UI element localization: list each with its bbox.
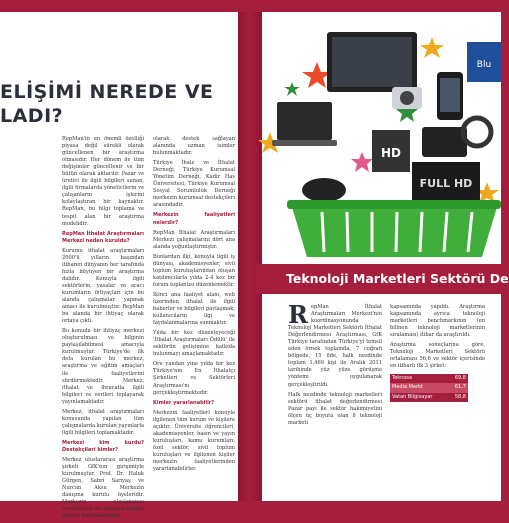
paragraph-text: olarak destek sağlayan alanında uzman isimler bulunmaktadır. [153, 136, 235, 157]
left-page [0, 12, 238, 520]
headline-line-2: LADI? [0, 105, 64, 127]
company-name: Vatan Bilgisayar [390, 393, 448, 402]
ranking-table [390, 374, 468, 401]
paragraph-text: İkinci ana faaliyet alanı, web üzerinden ithalat ile ilgili haberler ve bilgileri paylaşmak, kullanıcıların ilgi ve faydalanmalarına sunmaktır. [153, 291, 235, 327]
paragraph-text: Bu konuda bir ihtiyaç merkezi oluşturulması ve bilginin paylaşılabilmesi amacıyla kurulmuştur. Türkiye'de ilk defa kurulan bu merkez, araştırma ve eğitim amaçları ile faaliyetlerini sürdürmektedir. Merkez, ithalat ve ihracatla ilgili bilgileri ve verileri toplayarak yayınlamaktadır. [62, 328, 144, 405]
paragraph [153, 160, 235, 209]
score-value: 58,8 [448, 393, 468, 402]
paragraph [62, 136, 144, 228]
paragraph-text: Merkez, ithalat araştırmaları konusunda yapılan tüm çalışmalarda kurulan yayınlarla ilgili bilgileri toplamaktadır. [62, 408, 144, 436]
paragraph [62, 328, 144, 406]
gamepad-icon [302, 178, 346, 202]
tablet-icon [422, 127, 467, 157]
star-icon [351, 152, 373, 172]
right-column-2-text [390, 304, 485, 370]
paragraph-text: Araştırma sonuçlarına göre, Teknoloji Marketleri Sektörü ortalaması 56,6 ve sektör içerisinde en itibarlı ilk 3 şirket: [390, 342, 485, 370]
laptop-icon [277, 102, 332, 140]
paragraph-text: Yılda bir kez düzenleyeceği 'İthalat Araştırmaları Ödülü' ile sektörün gelişimine katkıda bulunmayı amaçlamaktadır. [153, 330, 235, 358]
left-column-2 [62, 136, 144, 523]
paragraph [288, 392, 382, 427]
full-hd-label: FULL HD [419, 177, 473, 190]
table-row [390, 393, 468, 402]
paragraph-text: Merkezin faaliyetleri nelerdir? [153, 212, 235, 226]
electronics-basket-illustration [262, 12, 501, 260]
paragraph [62, 409, 144, 437]
paragraph [62, 248, 144, 326]
headline-line-1: ELİŞİMİ NEREDE VE [0, 81, 214, 103]
company-name: Media Markt [390, 383, 448, 392]
paragraph-text: Merkez uluslararası araştırma şirketi GfK'nın girişimiyle kurulmuştur. Prof. Dr. Haluk Gürgen, Sabri Sarıyaş ve Nurcan Aksu Merkezin danışma kurulu üyeleridir. Merkezin uluslararası çevrelerden de danışma kurulu üyeleri bulunmaktadır. [62, 457, 144, 520]
paragraph [390, 304, 485, 339]
paragraph-text: Bunlardan ilki, konuyla ilgili iş dünyası, akademisyenler, sivil toplum kuruluşlarından oluşan katılımcılarla yılda 2-4 kez bir forum toplantısı düzenlemektir. [153, 253, 235, 288]
drop-cap: R [288, 300, 308, 329]
paragraph [153, 330, 235, 358]
paragraph [153, 230, 235, 251]
table-row [390, 383, 468, 392]
headphones-icon [463, 118, 491, 146]
paragraph [153, 254, 235, 289]
paragraph-text: Merkezi kim kurdu? Destekçileri kimler? [62, 439, 144, 453]
paragraph [390, 342, 485, 370]
paragraph [153, 292, 235, 327]
right-column-1 [288, 300, 382, 430]
paragraph-text: Kurumu ithalat araştırmaları 2000'li yılların başından itibaren dünyanın her tarafında hızla büyüyen bir araştırma dalıdır. Konuyla ilgili sektörlerin, yasalar ve aracı kurumların ihtiyaçları için bu alanda çalışmalar yapmak amacı ile kurulmuştur. RepMan bu alanda bir ihtiyaç olarak ortaya çıktı. [62, 247, 144, 325]
right-column-2 [390, 304, 485, 402]
paragraph [153, 136, 235, 157]
paragraph-text: Kimler yararlanabilir? [153, 399, 215, 406]
paragraph-text: Türkiye İhale ve İthalat Derneği, Türkiye Kurumsal Yönetim Derneği, Kadir Has Üniversitesi, Türkiye Kurumsal Sosyal Sorumluluk Derneği merkezin kurumsal destekçileri arasındadır. [153, 160, 235, 209]
paragraph [62, 457, 144, 520]
paragraph-text: RepMan'in en önemli özelliği piyasa değil sürekli olarak güncellenen bir araştırma olmasıdır. Her dönem ile tüm değişimler güncellenir ve bir bütün olarak aktarılır. Pazar ve üretici ile ilgili bilgileri sunan, ilgili firmalarda yöneticilerin ve çalışanların işlerini kolaylaştıran bir kaynaktır. RepMan, bu bilgi toplama ve tespit alan bir araştırma modelidir. [62, 136, 144, 227]
section-question [62, 231, 144, 245]
right-page [262, 12, 509, 501]
score-value: 69,8 [448, 374, 468, 383]
star-icon [420, 37, 444, 58]
table-row [390, 374, 468, 383]
section-banner: Teknoloji Marketleri Sektörü De [256, 264, 501, 294]
section-question [153, 400, 235, 407]
shopping-basket-icon [287, 200, 501, 257]
paragraph-text: Halk nezdinde teknoloji marketleri sektörü ithalat değerlendirmesi Pazar payı ile sektör hakimiyetini ölçen üç boyutu olan 8 teknoloji marketi [288, 391, 382, 426]
paragraph-text: Ore yandan yine yılda bir kez Türkiye'nin En İthalatçı Şirketleri ve Sektörleri Araştırması'nı gerçekleştirmektedir. [153, 361, 235, 396]
paragraph [153, 361, 235, 396]
section-question [62, 440, 144, 454]
paragraph [288, 300, 382, 389]
article-headline [0, 80, 238, 128]
score-value: 61,7 [448, 383, 468, 392]
paragraph [153, 410, 235, 473]
page-gutter [238, 12, 262, 501]
hd-label: HD [380, 146, 402, 160]
left-column-3 [153, 136, 235, 476]
section-question [153, 212, 235, 226]
blu-label: Blu [476, 60, 492, 70]
paragraph-text: kapsamında yapıldı. Araştırma kapsamında ayrıca teknoloji marketleri benchmarkının (en bilinen teknoloji marketlerinin sıralaması) itibar da araştırıldı. [390, 304, 485, 339]
paragraph-text: RepMan İthalat Araştırmaları Merkezi neden kuruldu? [62, 230, 144, 244]
star-icon [284, 82, 300, 96]
paragraph-text: RepMan İthalat Araştırmaları Merkezi çalışmalarını dört ana alanda yoğunlaştırmıştır. [153, 229, 235, 250]
company-name: Teknosa [390, 374, 448, 383]
paragraph-text: epMan İthalat Araştırmaları Merkezi'nin koordinasyonunda Teknoloji Marketleri Sektörü İthalat Değerlendirmesi Araştırması, GfK Türkiye tarafından Türkiye'yi temsil eden örnek toplamda, 7 coğrafi bölgede, 15 ilde, halk nezdinde toplam 1.469 kişi ile Aralık 2011 tarihinde yüz yüze görüşme yöntemi uygulanarak gerçekleştirildi. [288, 304, 382, 388]
paragraph-text: Merkezin faaliyetleri konuyla ilgilenen tüm kurum ve kişilere açıktır. Üniversite öğrencileri, akademisyenler, basın ve yayın kuruluşları, kamu kurumları, özel sektör, sivil toplum kuruluşları ve ilgilenen kişiler merkezin faaliyetlerinden yararlanabilirler. [153, 409, 235, 473]
